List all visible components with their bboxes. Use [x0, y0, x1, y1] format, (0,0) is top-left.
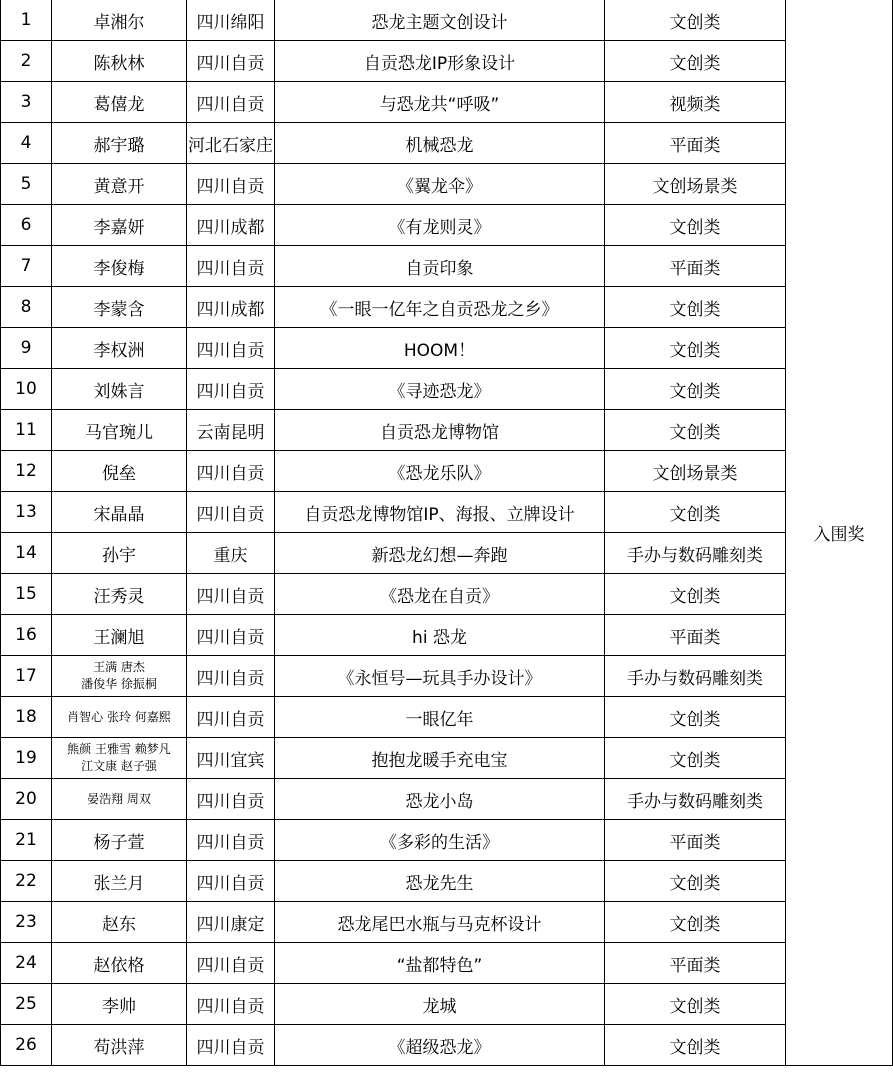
category: 平面类	[605, 820, 786, 861]
region: 四川自贡	[187, 615, 275, 656]
region: 四川自贡	[187, 369, 275, 410]
author-name-line: 李蒙含	[93, 299, 145, 320]
award-table-body	[1, 0, 893, 1066]
row-number: 21	[1, 820, 52, 861]
category: 文创场景类	[605, 451, 786, 492]
region: 河北石家庄	[187, 123, 275, 164]
author-name-line: 郝宇璐	[93, 135, 145, 156]
category: 文创类	[605, 369, 786, 410]
work-title: 《永恒号—玩具手办设计》	[275, 656, 605, 697]
region: 四川自贡	[187, 574, 275, 615]
work-title: 《恐龙乐队》	[275, 451, 605, 492]
author-names	[52, 328, 187, 369]
category: 文创类	[605, 738, 786, 779]
table-row	[1, 943, 893, 984]
row-number: 26	[1, 1025, 52, 1066]
work-title: 恐龙小岛	[275, 779, 605, 820]
author-name-line: 李帅	[102, 996, 136, 1017]
category: 文创类	[605, 287, 786, 328]
work-title: 《多彩的生活》	[275, 820, 605, 861]
work-title: 《一眼一亿年之自贡恐龙之乡》	[275, 287, 605, 328]
table-row	[1, 41, 893, 82]
region: 四川宜宾	[187, 738, 275, 779]
row-number: 24	[1, 943, 52, 984]
author-name-line: 肖智心 张玲 何嘉熙	[67, 709, 171, 724]
row-number: 2	[1, 41, 52, 82]
table-row	[1, 656, 893, 697]
author-names	[52, 533, 187, 574]
row-number: 13	[1, 492, 52, 533]
table-row	[1, 410, 893, 451]
table-row	[1, 82, 893, 123]
work-title: 新恐龙幻想—奔跑	[275, 533, 605, 574]
author-name-line: 苟洪萍	[93, 1037, 145, 1058]
author-name-line: 宋晶晶	[93, 504, 145, 525]
author-name-line: 倪垒	[102, 463, 136, 484]
author-name-line: 孙宇	[102, 545, 136, 566]
work-title: 自贡恐龙博物馆	[275, 410, 605, 451]
region: 四川自贡	[187, 820, 275, 861]
author-names	[52, 410, 187, 451]
row-number: 18	[1, 697, 52, 738]
author-names	[52, 369, 187, 410]
author-names	[52, 984, 187, 1025]
author-names	[52, 615, 187, 656]
author-name-line: 张兰月	[93, 873, 145, 894]
author-names	[52, 820, 187, 861]
author-names	[52, 1025, 187, 1066]
author-name-line: 潘俊华 徐振桐	[81, 677, 157, 691]
row-number: 7	[1, 246, 52, 287]
work-title: 自贡恐龙博物馆IP、海报、立牌设计	[275, 492, 605, 533]
work-title: 《恐龙在自贡》	[275, 574, 605, 615]
author-name-line: 刘姝言	[93, 381, 145, 402]
work-title: 龙城	[275, 984, 605, 1025]
region: 四川自贡	[187, 41, 275, 82]
author-name-line: 陈秋林	[93, 53, 145, 74]
author-names	[52, 246, 187, 287]
work-title: 《寻迹恐龙》	[275, 369, 605, 410]
work-title: 自贡印象	[275, 246, 605, 287]
author-name-line: 卓湘尔	[93, 12, 145, 33]
region: 四川自贡	[187, 451, 275, 492]
table-row	[1, 574, 893, 615]
author-names	[52, 738, 187, 779]
work-title: 《超级恐龙》	[275, 1025, 605, 1066]
author-name-line: 赵依格	[93, 955, 145, 976]
row-number: 12	[1, 451, 52, 492]
category: 文创类	[605, 492, 786, 533]
category: 手办与数码雕刻类	[605, 779, 786, 820]
region: 云南昆明	[187, 410, 275, 451]
row-number: 16	[1, 615, 52, 656]
author-name-line: 晏浩翔 周双	[87, 791, 151, 806]
row-number: 15	[1, 574, 52, 615]
table-row	[1, 0, 893, 41]
work-title: 与恐龙共“呼吸”	[275, 82, 605, 123]
author-names	[52, 287, 187, 328]
row-number: 17	[1, 656, 52, 697]
author-names	[52, 943, 187, 984]
category: 文创类	[605, 902, 786, 943]
region: 四川自贡	[187, 779, 275, 820]
row-number: 9	[1, 328, 52, 369]
category: 文创类	[605, 574, 786, 615]
table-row	[1, 369, 893, 410]
region: 四川自贡	[187, 164, 275, 205]
work-title: HOOM！	[275, 328, 605, 369]
author-name-line: 熊颜 王雅雪 赖梦凡	[67, 742, 171, 756]
author-name-line: 马官琬儿	[85, 422, 153, 443]
author-name-line: 王澜旭	[93, 627, 145, 648]
author-name-line: 葛僖龙	[93, 94, 145, 115]
table-row	[1, 902, 893, 943]
region: 四川自贡	[187, 246, 275, 287]
work-title: 一眼亿年	[275, 697, 605, 738]
region: 四川成都	[187, 205, 275, 246]
category: 文创类	[605, 410, 786, 451]
region: 四川自贡	[187, 656, 275, 697]
author-name-line: 赵东	[102, 914, 136, 935]
author-name-line: 李权洲	[93, 340, 145, 361]
author-names	[52, 205, 187, 246]
region: 重庆	[187, 533, 275, 574]
author-names	[52, 656, 187, 697]
category: 视频类	[605, 82, 786, 123]
category: 手办与数码雕刻类	[605, 656, 786, 697]
category: 手办与数码雕刻类	[605, 533, 786, 574]
region: 四川成都	[187, 287, 275, 328]
author-names	[52, 902, 187, 943]
author-names	[52, 451, 187, 492]
row-number: 10	[1, 369, 52, 410]
category: 平面类	[605, 943, 786, 984]
region: 四川自贡	[187, 328, 275, 369]
region: 四川自贡	[187, 1025, 275, 1066]
work-title: “盐都特色”	[275, 943, 605, 984]
work-title: 机械恐龙	[275, 123, 605, 164]
category: 文创类	[605, 0, 786, 41]
row-number: 4	[1, 123, 52, 164]
author-name-line: 汪秀灵	[93, 586, 145, 607]
table-row	[1, 861, 893, 902]
region: 四川绵阳	[187, 0, 275, 41]
table-row	[1, 984, 893, 1025]
author-names	[52, 123, 187, 164]
category: 平面类	[605, 246, 786, 287]
row-number: 8	[1, 287, 52, 328]
table-row	[1, 1025, 893, 1066]
category: 文创类	[605, 697, 786, 738]
category: 文创场景类	[605, 164, 786, 205]
table-row	[1, 451, 893, 492]
work-title: 抱抱龙暖手充电宝	[275, 738, 605, 779]
table-row	[1, 123, 893, 164]
table-row	[1, 779, 893, 820]
author-name-line: 王满 唐杰	[93, 660, 145, 674]
category: 平面类	[605, 615, 786, 656]
table-row	[1, 533, 893, 574]
work-title: 自贡恐龙IP形象设计	[275, 41, 605, 82]
row-number: 14	[1, 533, 52, 574]
row-number: 23	[1, 902, 52, 943]
table-row	[1, 246, 893, 287]
category: 文创类	[605, 861, 786, 902]
region: 四川康定	[187, 902, 275, 943]
category: 文创类	[605, 984, 786, 1025]
category: 文创类	[605, 328, 786, 369]
author-names	[52, 41, 187, 82]
category: 平面类	[605, 123, 786, 164]
row-number: 25	[1, 984, 52, 1025]
author-names	[52, 861, 187, 902]
author-names	[52, 0, 187, 41]
region: 四川自贡	[187, 82, 275, 123]
work-title: 恐龙尾巴水瓶与马克杯设计	[275, 902, 605, 943]
author-names	[52, 697, 187, 738]
category: 文创类	[605, 41, 786, 82]
row-number: 22	[1, 861, 52, 902]
row-number: 1	[1, 0, 52, 41]
author-names	[52, 574, 187, 615]
work-title: 《翼龙伞》	[275, 164, 605, 205]
author-name-line: 杨子萱	[93, 832, 145, 853]
region: 四川自贡	[187, 697, 275, 738]
author-name-line: 李嘉妍	[93, 217, 145, 238]
author-names	[52, 82, 187, 123]
table-row	[1, 205, 893, 246]
author-name-line: 李俊梅	[93, 258, 145, 279]
author-names	[52, 779, 187, 820]
row-number: 20	[1, 779, 52, 820]
table-row	[1, 328, 893, 369]
work-title: hi 恐龙	[275, 615, 605, 656]
author-names	[52, 164, 187, 205]
row-number: 11	[1, 410, 52, 451]
table-row	[1, 164, 893, 205]
region: 四川自贡	[187, 984, 275, 1025]
region: 四川自贡	[187, 943, 275, 984]
table-row	[1, 697, 893, 738]
region: 四川自贡	[187, 492, 275, 533]
work-title: 《有龙则灵》	[275, 205, 605, 246]
author-name-line: 黄意开	[93, 176, 145, 197]
author-names	[52, 492, 187, 533]
region: 四川自贡	[187, 861, 275, 902]
category: 文创类	[605, 205, 786, 246]
row-number: 6	[1, 205, 52, 246]
work-title: 恐龙主题文创设计	[275, 0, 605, 41]
award-level: 入围奖	[786, 0, 893, 1066]
table-row	[1, 615, 893, 656]
table-row	[1, 738, 893, 779]
table-row	[1, 287, 893, 328]
category: 文创类	[605, 1025, 786, 1066]
table-row	[1, 492, 893, 533]
author-name-line: 江文康 赵子强	[81, 759, 157, 773]
row-number: 3	[1, 82, 52, 123]
row-number: 5	[1, 164, 52, 205]
table-row	[1, 820, 893, 861]
work-title: 恐龙先生	[275, 861, 605, 902]
row-number: 19	[1, 738, 52, 779]
